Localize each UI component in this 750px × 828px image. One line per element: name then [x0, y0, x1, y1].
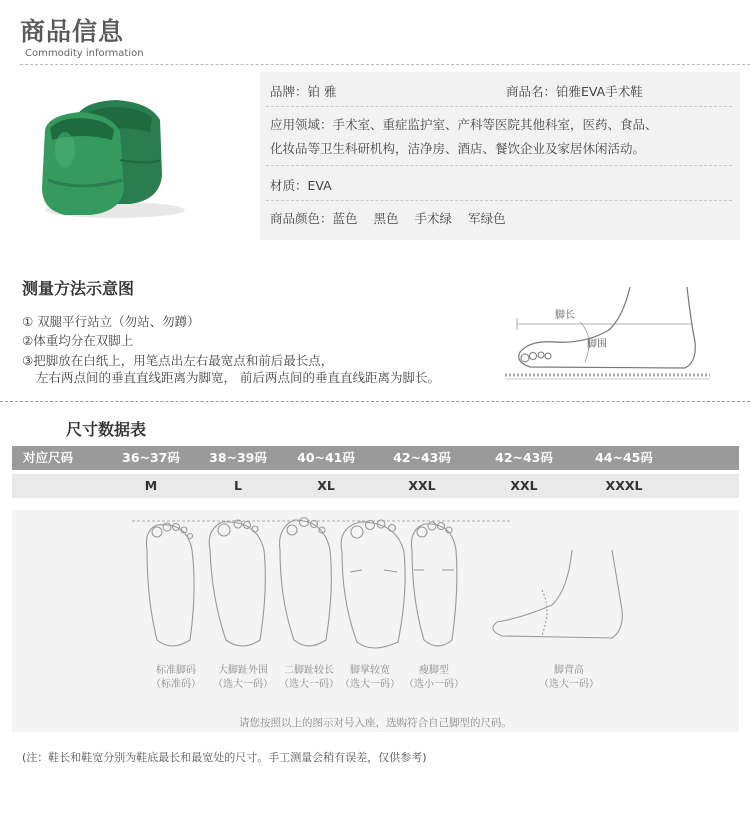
measure-step-3: ③把脚放在白纸上，用笔点出左右最宽点和前后最长点，	[22, 353, 334, 368]
colors-row	[270, 209, 506, 227]
material-text: 材质：EVA	[270, 178, 332, 193]
measure-step-2: ②体重均分在双脚上	[22, 333, 134, 348]
colors-label: 商品颜色：	[270, 211, 333, 226]
color-option: 手术绿	[414, 211, 453, 226]
divider	[20, 64, 750, 65]
foot-girth-label: 脚围	[587, 339, 607, 350]
application-text-2: 化妆品等卫生科研机构，洁净房、酒店、餐饮企业及家居休闲活动。	[270, 141, 646, 156]
foot-type-label: 二脚趾较长 （选大一码）	[279, 665, 339, 690]
foot-side-icon	[505, 282, 720, 387]
size-table-header	[12, 446, 739, 470]
foot-types-panel	[12, 510, 739, 732]
table-cell: XXL	[408, 478, 436, 493]
measure-step-3-cont: 左右两点间的垂直直线距离为脚宽， 前后两点间的垂直直线距离为脚长。	[36, 370, 440, 385]
divider	[266, 165, 732, 166]
section-title-commodity-info: 商品信息	[20, 17, 125, 46]
divider	[266, 200, 732, 201]
measure-section-title: 测量方法示意图	[22, 279, 135, 298]
table-cell: M	[144, 478, 158, 493]
size-table-row	[12, 474, 739, 498]
measure-step-1: ① 双腿平行站立（勿站、勿蹲）	[22, 314, 200, 329]
footnote: (注：鞋长和鞋宽分别为鞋底最长和最宽处的尺寸。手工测量会稍有误差，仅供参考)	[22, 751, 427, 764]
foot-type-label: 大脚趾外围 （选大一码）	[213, 665, 273, 690]
table-header-cell: 38~39码	[209, 450, 267, 465]
application-text-1: 应用领域：手术室、重症监护室、产科等医院其他科室，医药、食品、	[270, 117, 658, 132]
foot-outlines-icon	[12, 510, 739, 660]
foot-type-label: 标准脚码 （标准码）	[151, 665, 201, 690]
foot-type-label: 脚掌较宽 （选大一码）	[340, 665, 400, 690]
product-image	[20, 80, 260, 240]
foot-types-note: 请您按照以上的图示对号入座，选购符合自己脚型的尺码。	[239, 717, 512, 729]
foot-length-label: 脚长	[555, 310, 575, 321]
divider	[266, 106, 732, 107]
table-cell: XXL	[510, 478, 538, 493]
table-header-cell: 42~43码	[495, 450, 553, 465]
table-cell: XL	[317, 478, 335, 493]
table-header-cell: 42~43码	[393, 450, 451, 465]
foot-type-label: 瘦脚型 （选小一码）	[404, 665, 464, 690]
table-header-cell: 对应尺码	[22, 450, 74, 465]
table-header-cell: 44~45码	[595, 450, 653, 465]
product-name-text: 商品名：铂雅EVA手术鞋	[506, 84, 643, 99]
section-subtitle: Commodity information	[25, 48, 144, 59]
brand-text: 品牌：铂 雅	[270, 84, 337, 99]
product-info-panel	[260, 72, 740, 240]
foot-measure-diagram	[505, 282, 720, 387]
color-option: 蓝色	[332, 211, 358, 226]
divider	[0, 401, 750, 402]
size-table-title: 尺寸数据表	[66, 420, 147, 439]
foot-type-label: 脚背高 （选大一码）	[539, 665, 599, 690]
color-option: 黑色	[373, 211, 399, 226]
table-cell: L	[234, 478, 242, 493]
green-clog-shoe-icon	[20, 80, 260, 240]
table-header-cell: 36~37码	[122, 450, 180, 465]
table-header-cell: 40~41码	[297, 450, 355, 465]
table-cell: XXXL	[605, 478, 643, 493]
color-option: 军绿色	[468, 211, 506, 226]
